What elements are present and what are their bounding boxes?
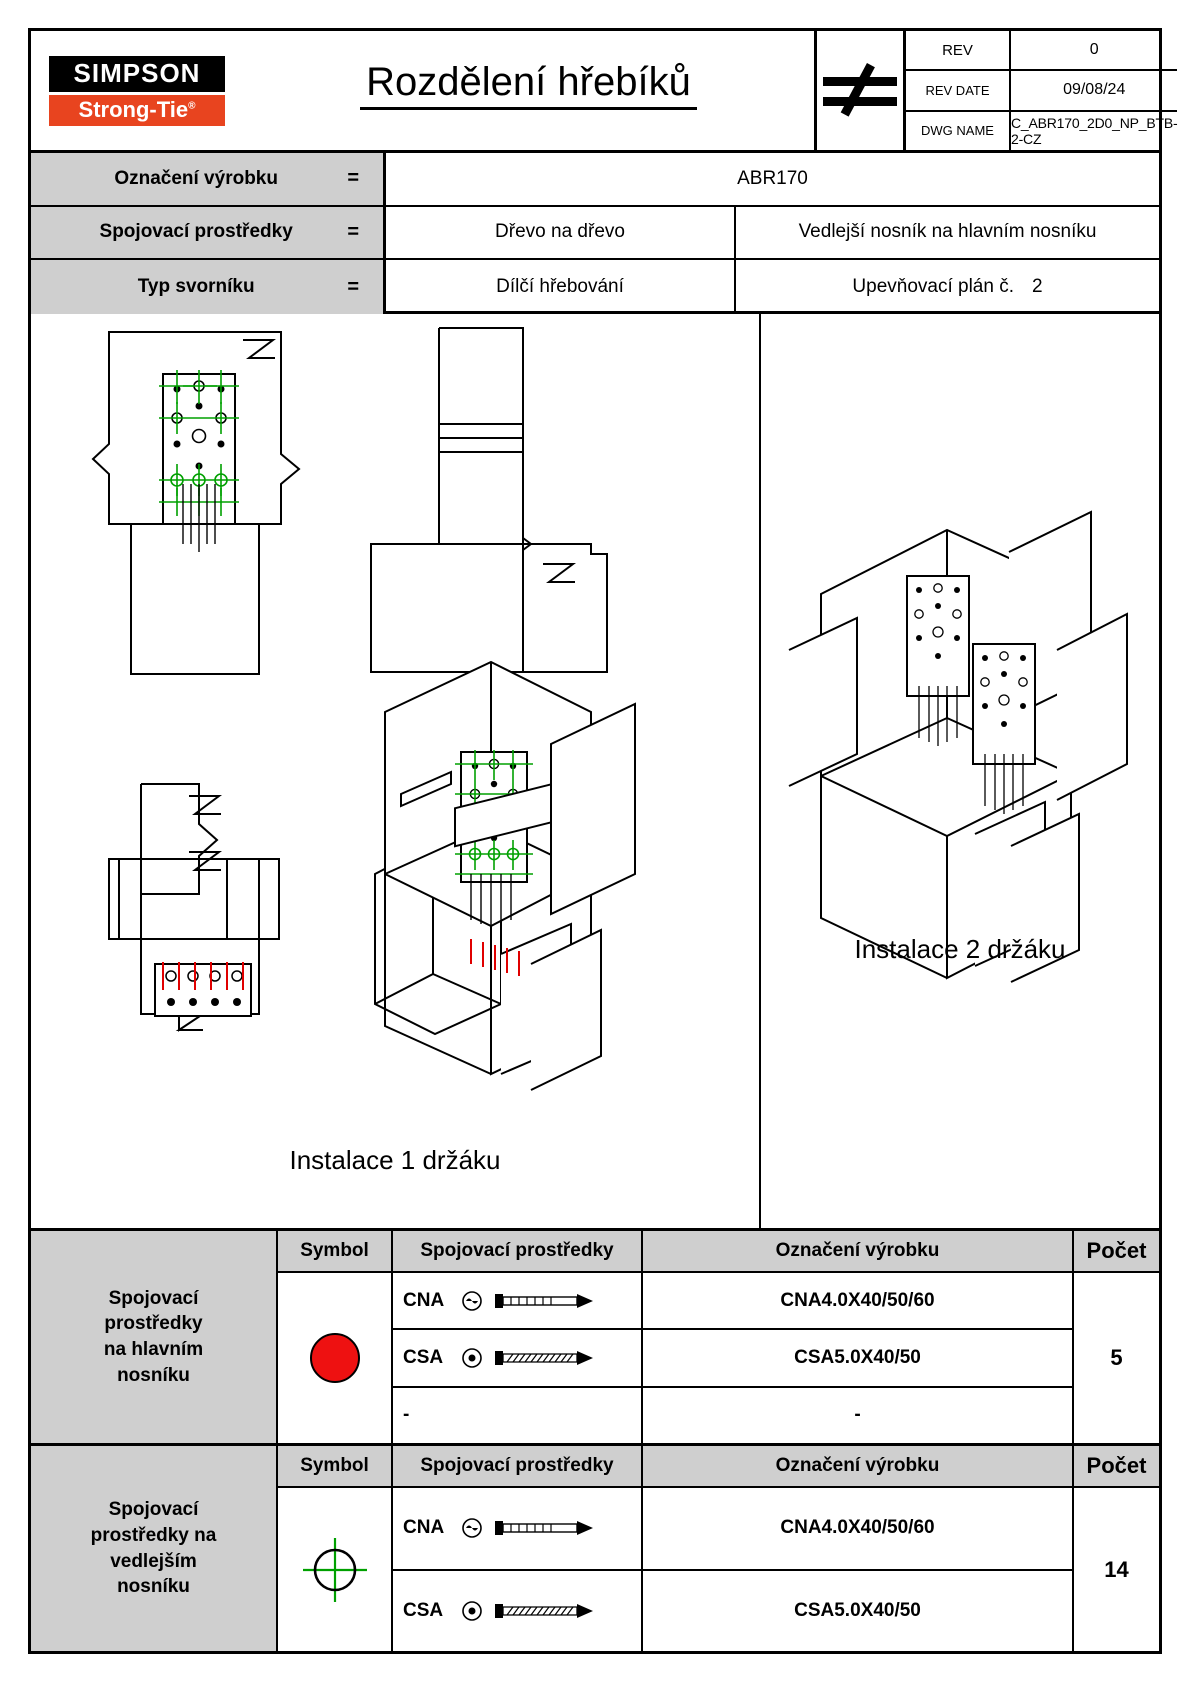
screw-head-icon xyxy=(461,1600,483,1622)
desc-line: Spojovací xyxy=(108,1287,199,1309)
product-code: - xyxy=(854,1404,861,1426)
dwg-name-value: C_ABR170_2D0_NP_BTB-2-CZ xyxy=(1011,114,1178,147)
desc-line: Spojovací xyxy=(108,1499,199,1521)
header-product: Označení výrobku xyxy=(643,1231,1074,1271)
header-product: Označení výrobku xyxy=(643,1446,1074,1486)
equals-sign: = xyxy=(347,220,359,243)
fastening-plan-label: Upevňovací plán č. xyxy=(852,276,1014,298)
fastener-table-secondary-beam-header xyxy=(278,1446,1159,1488)
registered-trademark-icon: ® xyxy=(188,100,196,112)
info-row-product xyxy=(31,153,1159,207)
drawing-name-row xyxy=(906,112,1177,150)
fastener-name-column xyxy=(393,1488,643,1651)
rev-value: 0 xyxy=(1089,41,1099,59)
info-value-fasteners-right: Vedlejší nosník na hlavním nosníku xyxy=(798,221,1097,243)
desc-line: prostředky xyxy=(104,1313,203,1335)
symbol-cell-red-circle xyxy=(278,1273,393,1443)
installation-1-panel xyxy=(31,314,761,1228)
product-code: CSA5.0X40/50 xyxy=(643,1330,1072,1387)
desc-line: nosníku xyxy=(117,1576,190,1598)
table-row xyxy=(393,1330,641,1387)
fastener-table-secondary-beam-body xyxy=(278,1446,1159,1651)
fastener-table-main-beam-rows xyxy=(278,1273,1159,1443)
revision-date-row xyxy=(906,71,1177,111)
nail-icon xyxy=(493,1517,605,1539)
symbol-cell-green-crosshair xyxy=(278,1488,393,1651)
fastener-table-secondary-beam-rows xyxy=(278,1488,1159,1651)
product-column xyxy=(643,1488,1074,1651)
header-fastener: Spojovací prostředky xyxy=(393,1231,643,1271)
fastening-plan-number: 2 xyxy=(1032,276,1043,298)
fastener-table-main-beam-description xyxy=(31,1231,278,1443)
info-row-fasteners xyxy=(31,207,1159,261)
product-code: CNA4.0X40/50/60 xyxy=(643,1273,1072,1330)
fastener-name: - xyxy=(403,1404,410,1426)
logo-strongtie-label: Strong-Tie xyxy=(78,96,189,122)
fastener-name: CSA xyxy=(403,1346,444,1368)
info-row-bolt-type xyxy=(31,260,1159,314)
info-label-fasteners xyxy=(31,207,386,259)
info-value-product: ABR170 xyxy=(737,167,808,189)
rev-date-label: REV DATE xyxy=(906,71,1011,109)
green-crosshair-circle-icon xyxy=(299,1534,371,1606)
screw-head-icon xyxy=(461,1347,483,1369)
sheet-title-text: Rozdělení hřebíků xyxy=(360,59,697,110)
info-value-fasteners-left: Dřevo na dřevo xyxy=(386,207,736,259)
revision-row xyxy=(906,31,1177,71)
header-fastener: Spojovací prostředky xyxy=(393,1446,643,1486)
info-label-product-text: Označení výrobku xyxy=(114,167,278,189)
nail-icon xyxy=(493,1290,605,1312)
table-row xyxy=(393,1273,641,1330)
screw-icon xyxy=(493,1347,605,1369)
logo-simpson-text: SIMPSON xyxy=(49,56,225,92)
installation-2-drawing xyxy=(761,314,1157,1231)
fastener-count-secondary-beam: 14 xyxy=(1104,1556,1129,1582)
nail-head-icon xyxy=(461,1290,483,1312)
product-code: CSA5.0X40/50 xyxy=(794,1599,921,1621)
table-row xyxy=(393,1388,641,1443)
header-symbol: Symbol xyxy=(278,1446,393,1486)
fastener-count-main-beam: 5 xyxy=(1110,1345,1123,1370)
brand-logo xyxy=(31,31,243,150)
header-symbol: Symbol xyxy=(278,1231,393,1271)
desc-line: vedlejším xyxy=(110,1550,197,1572)
desc-line: na hlavním xyxy=(103,1339,204,1360)
fastener-name-column xyxy=(393,1273,643,1443)
sheet-frame xyxy=(28,28,1178,1654)
fastener-table-main-beam-header xyxy=(278,1231,1159,1273)
rev-date-value: 09/08/24 xyxy=(1063,81,1126,99)
installation-1-drawing xyxy=(31,314,761,1231)
fastener-name: CNA xyxy=(403,1289,445,1311)
revision-rows xyxy=(906,31,1177,150)
sheet-title xyxy=(243,31,814,150)
logo-strongtie-text xyxy=(49,95,225,126)
info-value-bolt-type-right xyxy=(736,260,1159,314)
nail-head-icon xyxy=(461,1517,483,1539)
fastener-table-secondary-beam xyxy=(31,1446,1159,1651)
info-value-bolt-type-left: Dílčí hřebování xyxy=(386,260,736,314)
desc-line: nosníku xyxy=(117,1364,190,1386)
red-filled-circle-icon xyxy=(306,1329,364,1387)
screw-icon xyxy=(493,1600,605,1622)
header-count: Počet xyxy=(1086,1238,1147,1263)
installation-2-panel xyxy=(761,314,1159,1228)
revision-block xyxy=(814,31,1178,150)
fastener-name: CSA xyxy=(403,1599,444,1621)
product-code: CNA4.0X40/50/60 xyxy=(643,1488,1072,1571)
table-row xyxy=(393,1488,641,1571)
title-block xyxy=(31,31,1178,153)
product-column xyxy=(643,1273,1074,1443)
equals-sign: = xyxy=(347,167,359,190)
info-label-fasteners-text: Spojovací prostředky xyxy=(99,221,293,243)
header-count: Počet xyxy=(1086,1453,1147,1478)
info-label-bolt-type xyxy=(31,260,386,314)
drawing-area xyxy=(31,314,1159,1231)
caption-installation-2: Instalace 2 držáku xyxy=(854,934,1066,964)
dwg-name-label: DWG NAME xyxy=(906,112,1011,150)
desc-line: prostředky na xyxy=(90,1524,217,1546)
product-info-table xyxy=(31,153,1159,314)
fastener-table-main-beam xyxy=(31,1231,1159,1446)
not-equal-icon xyxy=(817,31,906,150)
rev-label: REV xyxy=(906,31,1011,69)
info-label-bolt-type-text: Typ svorníku xyxy=(137,276,255,298)
table-row xyxy=(393,1571,641,1652)
caption-installation-1: Instalace 1 držáku xyxy=(289,1145,501,1175)
fastener-table-secondary-beam-description xyxy=(31,1446,278,1651)
fastener-table-main-beam-body xyxy=(278,1231,1159,1443)
not-equal-glyph xyxy=(817,61,903,121)
info-label-product xyxy=(31,153,386,205)
equals-sign: = xyxy=(347,275,359,298)
fastener-name: CNA xyxy=(403,1517,445,1539)
